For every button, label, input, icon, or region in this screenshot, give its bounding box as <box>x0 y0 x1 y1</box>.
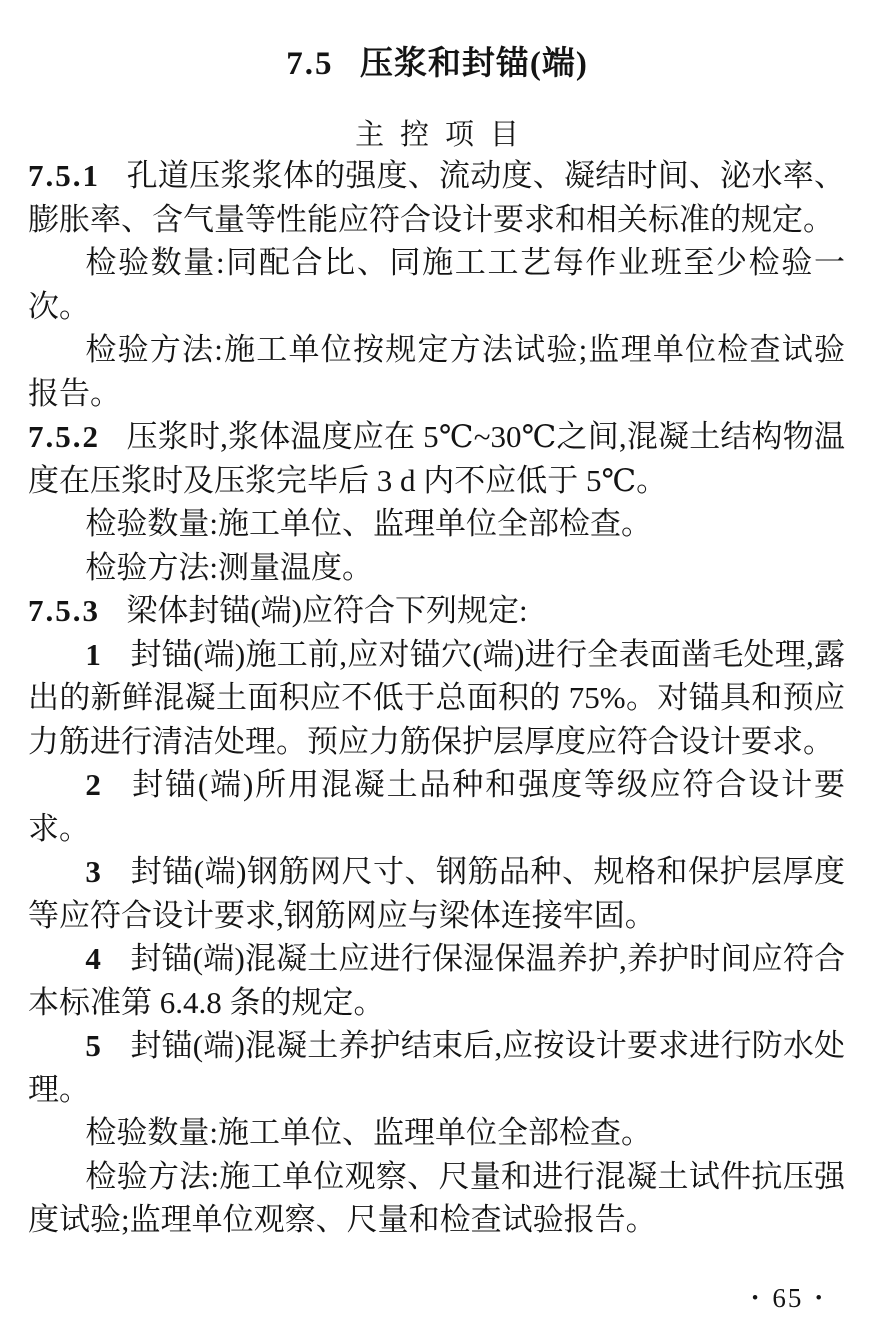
inspection-quantity: 检验数量:同配合比、同施工工艺每作业班至少检验一次。 <box>28 245 845 324</box>
subsection-heading: 主控项目 <box>355 119 535 151</box>
page-number <box>752 1283 824 1314</box>
clause-number: 7.5.2 <box>28 419 100 454</box>
inspection-method: 检验方法:施工单位按规定方法试验;监理单位检查试验报告。 <box>28 332 845 411</box>
inspection-quantity: 检验数量:施工单位、监理单位全部检查。 <box>85 1115 652 1150</box>
item-text: 封锚(端)混凝土应进行保湿保温养护,养护时间应符合本标准第 6.4.8 条的规定。 <box>28 941 845 1020</box>
item-text: 封锚(端)钢筋网尺寸、钢筋品种、规格和保护层厚度等应符合设计要求,钢筋网应与梁体连接牢固。 <box>28 854 845 933</box>
item-number: 1 <box>85 636 101 672</box>
item-text: 封锚(端)施工前,应对锚穴(端)进行全表面凿毛处理,露出的新鲜混凝土面积应不低于总面积的 75%。对锚具和预应力筋进行清洁处理。预应力筋保护层厚度应符合设计要求。 <box>28 636 845 759</box>
clause-number: 7.5.1 <box>28 158 100 193</box>
inspection-quantity: 检验数量:施工单位、监理单位全部检查。 <box>85 506 652 541</box>
clause-text: 梁体封锚(端)应符合下列规定: <box>126 593 528 628</box>
inspection-method: 检验方法:测量温度。 <box>85 549 373 585</box>
item-number: 3 <box>85 854 101 889</box>
item-number: 5 <box>85 1028 101 1063</box>
item-number: 2 <box>85 767 101 802</box>
clause-7-5-2 <box>28 415 845 502</box>
list-item-2 <box>28 763 845 850</box>
clause-text: 孔道压浆浆体的强度、流动度、凝结时间、泌水率、膨胀率、含气量等性能应符合设计要求和相关标准的规定。 <box>28 158 845 237</box>
clause-body <box>0 154 874 1242</box>
item-number: 4 <box>85 941 101 976</box>
clause-text: 压浆时,浆体温度应在 5℃~30℃之间,混凝土结构物温度在压浆时及压浆完毕后 3 d 内不应低于 5℃。 <box>28 419 845 498</box>
item-text: 封锚(端)所用混凝土品种和强度等级应符合设计要求。 <box>28 767 845 846</box>
section-title: 压浆和封锚(端) <box>359 46 588 82</box>
section-number: 7.5 <box>286 46 334 82</box>
page-number-left-dot: • <box>751 1288 761 1309</box>
list-item-4 <box>28 937 845 1024</box>
page-number-value: 65 <box>772 1283 804 1313</box>
list-item-3 <box>28 850 845 937</box>
inspection-method: 检验方法:施工单位观察、尺量和进行混凝土试件抗压强度试验;监理单位观察、尺量和检查试验报告。 <box>28 1158 845 1237</box>
page-number-right-dot: • <box>815 1288 824 1309</box>
item-text: 封锚(端)混凝土养护结束后,应按设计要求进行防水处理。 <box>28 1028 845 1107</box>
list-item-5 <box>28 1024 845 1111</box>
list-item-1 <box>28 633 845 764</box>
clause-7-5-1 <box>28 154 845 241</box>
clause-7-5-3 <box>28 589 845 633</box>
clause-number: 7.5.3 <box>28 593 100 628</box>
section-heading <box>0 0 874 84</box>
